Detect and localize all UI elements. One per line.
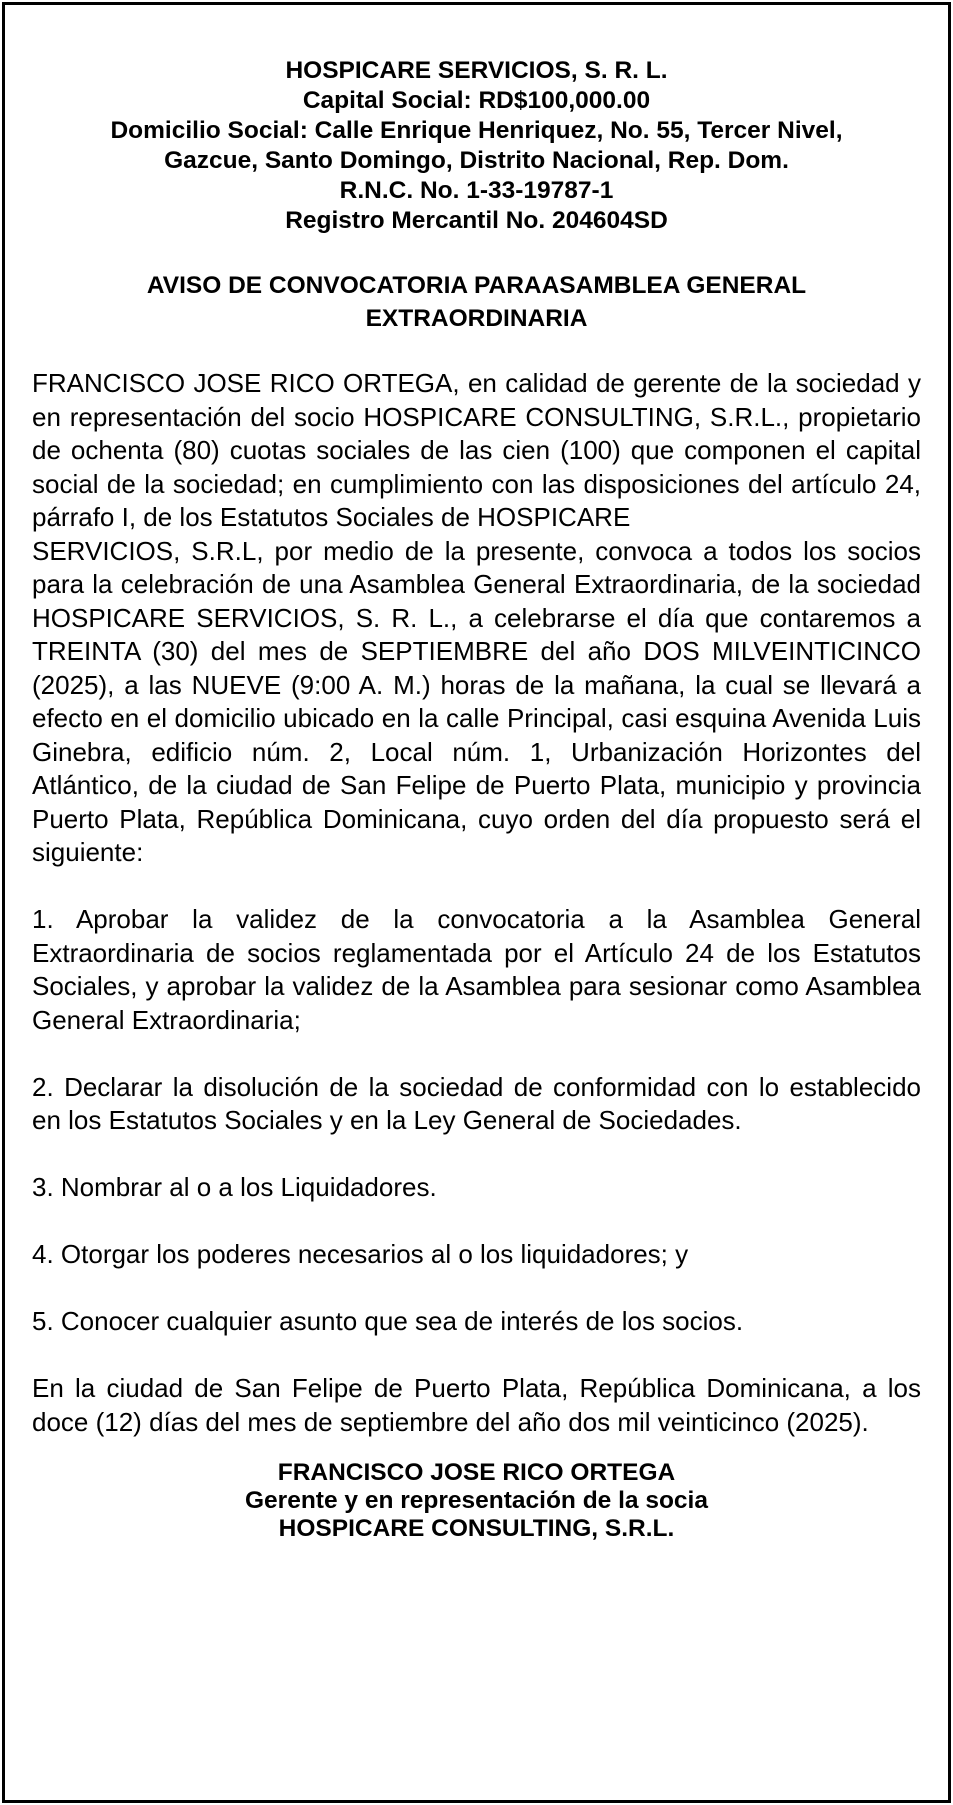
- notice-title-line-1: AVISO DE CONVOCATORIA PARAASAMBLEA GENERAL: [146, 272, 807, 299]
- rnc-number: R.N.C. No. 1-33-19787-1: [339, 177, 614, 204]
- agenda-item-5: 5. Conocer cualquier asunto que sea de interés de los socios.: [32, 1306, 744, 1336]
- notice-content: [32, 56, 921, 1543]
- intro-part-2: SERVICIOS, S.R.L, por medio de la presente, convoca a todos los socios para la celebración de una Asamblea General Extraordinaria, de la sociedad HOSPICARE SERVICIOS, S. R. L., a celebrarse el día que contaremos a TREINTA (30) del mes de SEPTIEMBRE del año DOS MILVEINTICINCO (2025), a las NUEVE (9:00 A. M.) horas de la mañana, la cual se llevará a efecto en el domicilio ubicado en la calle Principal, casi esquina Avenida Luis Ginebra, edificio núm. 2, Local núm. 1, Urbanización Horizontes del Atlántico, de la ciudad de San Felipe de Puerto Plata, municipio y provincia Puerto Plata, República Dominicana, cuyo orden del día propuesto será el siguiente:: [32, 535, 921, 867]
- domicilio-line-2: Gazcue, Santo Domingo, Distrito Nacional, Rep. Dom.: [164, 147, 789, 174]
- closing-paragraph: En la ciudad de San Felipe de Puerto Plata, República Dominicana, a los doce (12) días del mes de septiembre del año dos mil veinticinco (2025).: [32, 1373, 921, 1437]
- signer-name: FRANCISCO JOSE RICO ORTEGA: [277, 1459, 676, 1486]
- intro-part-1: FRANCISCO JOSE RICO ORTEGA, en calidad de gerente de la sociedad y en representación del socio HOSPICARE CONSULTING, S.R.L., propietario de ochenta (80) cuotas sociales de las cien (100) que componen el capital social de la sociedad; en cumplimiento con las disposiciones del artículo 24, párrafo I, de los Estatutos Sociales de HOSPICARE: [32, 368, 921, 532]
- company-name: HOSPICARE SERVICIOS, S. R. L.: [285, 57, 668, 84]
- company-header: [32, 56, 921, 236]
- signer-role: Gerente y en representación de la socia: [245, 1487, 708, 1514]
- intro-paragraph: [32, 367, 921, 870]
- agenda-item-2: 2. Declarar la disolución de la sociedad de conformidad con lo establecido en los Estatutos Sociales y en la Ley General de Sociedades.: [32, 1071, 921, 1135]
- domicilio-line-1: Domicilio Social: Calle Enrique Henriquez, No. 55, Tercer Nivel,: [110, 117, 843, 144]
- notice-title-line-2: EXTRAORDINARIA: [365, 305, 588, 332]
- agenda-item-1: 1. Aprobar la validez de la convocatoria a la Asamblea General Extraordinaria de socios reglamentada por el Artículo 24 de los Estatutos Sociales, y aprobar la validez de la Asamblea para sesionar como Asamblea General Extraordinaria;: [32, 904, 921, 1035]
- agenda-item-4: 4. Otorgar los poderes necesarios al o los liquidadores; y: [32, 1239, 689, 1269]
- notice-title: [32, 269, 921, 335]
- registro-mercantil: Registro Mercantil No. 204604SD: [285, 207, 668, 234]
- capital-social: Capital Social: RD$100,000.00: [302, 87, 651, 114]
- agenda-item-3: 3. Nombrar al o a los Liquidadores.: [32, 1172, 437, 1202]
- signer-company: HOSPICARE CONSULTING, S.R.L.: [278, 1515, 675, 1542]
- signature-block: [32, 1459, 921, 1543]
